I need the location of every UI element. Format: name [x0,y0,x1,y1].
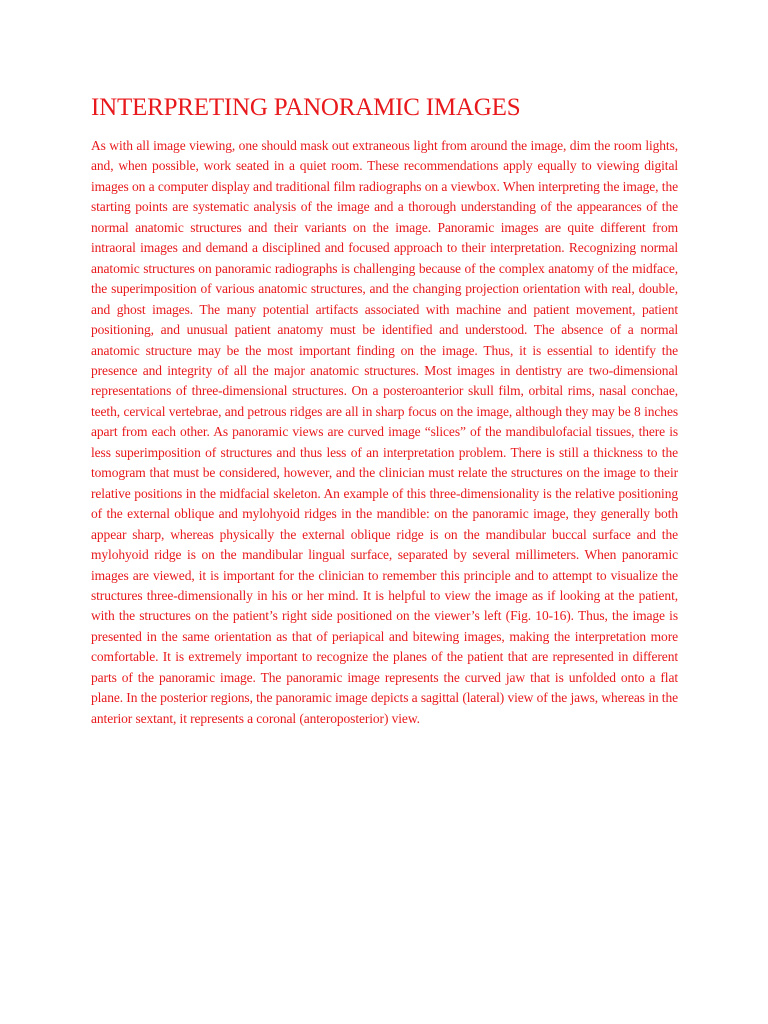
page-title: INTERPRETING PANORAMIC IMAGES [91,94,521,121]
body-paragraph: As with all image viewing, one should mask out extraneous light from around the image, dim the room lights, and, when possible, work seated in a quiet room. These recommendations apply equally to viewing digital images on a computer display and traditional film radiographs on a viewbox. When interpreting the image, the starting points are systematic analysis of the image and a thorough understanding of the appearances of the normal anatomic structures and their variants on the image. Panoramic images are quite different from intraoral images and demand a disciplined and focused approach to their interpretation. Recognizing normal anatomic structures on panoramic radiographs is challenging because of the complex anatomy of the midface, the superimposition of various anatomic structures, and the changing projection orientation with real, double, and ghost images. The many potential artifacts associated with machine and patient movement, patient positioning, and unusual patient anatomy must be identified and understood. The absence of a normal anatomic structure may be the most important finding on the image. Thus, it is essential to identify the presence and integrity of all the major anatomic structures. Most images in dentistry are two-dimensional representations of three-dimensional structures. On a posteroanterior skull film, orbital rims, nasal conchae, teeth, cervical vertebrae, and petrous ridges are all in sharp focus on the image, although they may be 8 inches apart from each other. As panoramic views are curved image “slices” of the mandibulofacial tissues, there is less superimposition of structures and thus less of an interpretation problem. There is still a thickness to the tomogram that must be considered, however, and the clinician must relate the structures on the image to their relative positions in the midfacial skeleton. An example of this three-dimensionality is the relative positioning of the external oblique and mylohyoid ridges in the mandible: on the panoramic image, they generally both appear sharp, whereas physically the external oblique ridge is on the mandibular buccal surface and the mylohyoid ridge is on the mandibular lingual surface, separated by several millimeters. When panoramic images are viewed, it is important for the clinician to remember this principle and to attempt to visualize the structures three-dimensionally in his or her mind. It is helpful to view the image as if looking at the patient, with the structures on the patient’s right side positioned on the viewer’s left (Fig. 10-16). Thus, the image is presented in the same orientation as that of periapical and bitewing images, making the interpretation more comfortable. It is extremely important to recognize the planes of the patient that are represented in different parts of the panoramic image. The panoramic image represents the curved jaw that is unfolded onto a flat plane. In the posterior regions, the panoramic image depicts a sagittal (lateral) view of the jaws, whereas in the anterior sextant, it represents a coronal (anteroposterior) view. [91,138,678,726]
